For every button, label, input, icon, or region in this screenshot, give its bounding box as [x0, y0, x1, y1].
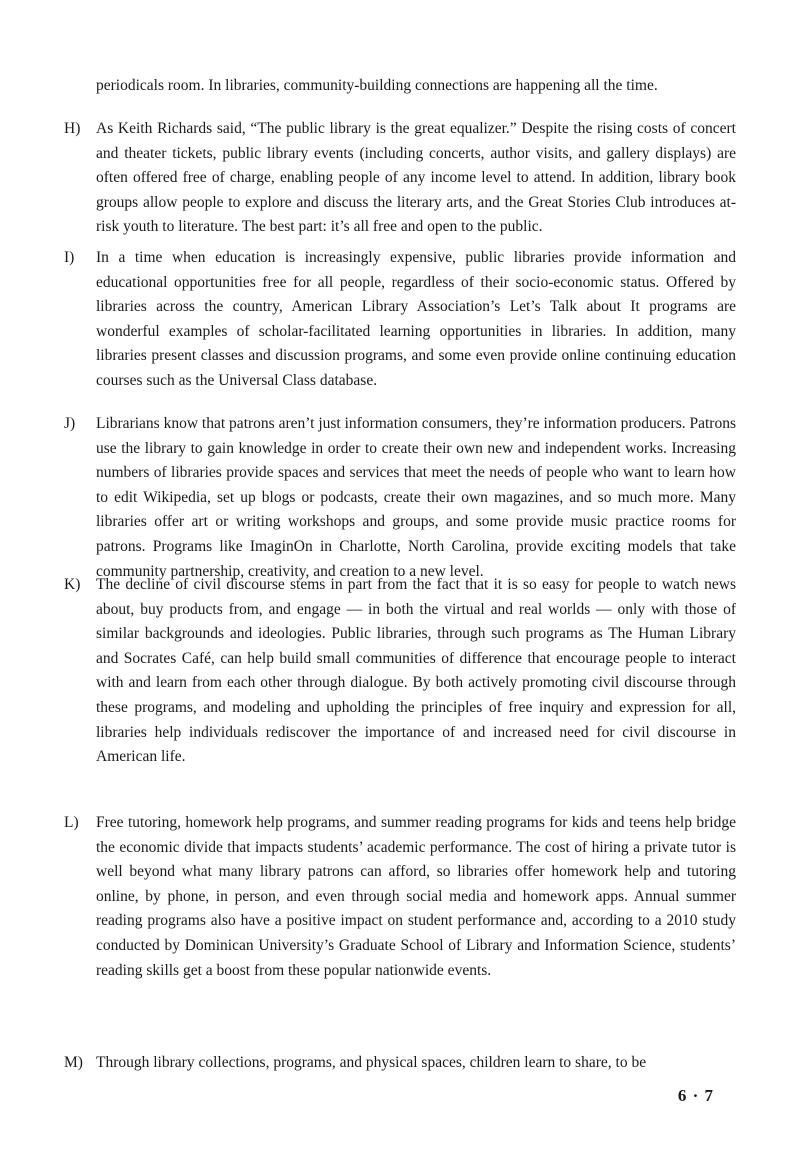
paragraph-letter: M)	[64, 1054, 83, 1071]
paragraph-j	[64, 412, 736, 584]
paragraph-letter: L)	[64, 814, 79, 831]
paragraph-m	[64, 1051, 736, 1076]
paragraph-letter: J)	[64, 415, 76, 432]
paragraph-text: Librarians know that patrons aren’t just information consumers, they’re information producers. Patrons use the library to gain knowledge in order to create their own new and independent works. Increasing numbers of libraries provide spaces and services that meet the needs of people who want to learn how to edit Wikipedia, set up blogs or podcasts, create their own magazines, and so much more. Many libraries offer art or writing workshops and groups, and some provide music practice rooms for patrons. Programs like ImaginOn in Charlotte, North Carolina, provide exciting models that take community partnership, creativity, and creation to a new level.	[96, 415, 736, 580]
paragraph-letter: I)	[64, 249, 75, 266]
paragraph-i	[64, 246, 736, 394]
paragraph-text: As Keith Richards said, “The public library is the great equalizer.” Despite the rising costs of concert and theater tickets, public library events (including concerts, author visits, and gallery displays) are often offered free of charge, enabling people of any income level to attend. In addition, library book groups allow people to explore and discuss the literary arts, and the Great Stories Club introduces at-risk youth to literature. The best part: it’s all free and open to the public.	[96, 120, 736, 236]
paragraph-text: The decline of civil discourse stems in part from the fact that it is so easy for people to watch news about, buy products from, and engage — in both the virtual and real worlds — only with those of similar backgrounds and ideologies. Public libraries, through such programs as The Human Library and Socrates Café, can help build small communities of difference that encourage people to interact with and learn from each other through dialogue. By both actively promoting civil discourse through these programs, and modeling and upholding the principles of free inquiry and expression for all, libraries help individuals rediscover the importance of and increased need for civil discourse in American life.	[96, 576, 736, 766]
continuation-text: periodicals room. In libraries, community-building connections are happening all the time.	[96, 77, 658, 94]
paragraph-letter: K)	[64, 576, 81, 593]
paragraph-text: In a time when education is increasingly expensive, public libraries provide information and educational opportunities free for all people, regardless of their socio-economic status. Offered by libraries across the country, American Library Association’s Let’s Talk about It programs are wonderful examples of scholar-facilitated learning opportunities in libraries. In addition, many libraries present classes and discussion programs, and some even provide online continuing education courses such as the Universal Class database.	[96, 249, 736, 389]
paragraph-letter: H)	[64, 120, 81, 137]
paragraph-l	[64, 811, 736, 983]
paragraph-h	[64, 117, 736, 240]
paragraph-k	[64, 573, 736, 770]
paragraph-text: Through library collections, programs, and physical spaces, children learn to share, to be	[96, 1054, 647, 1071]
page-number: 6 · 7	[677, 1086, 714, 1105]
paragraph-text: Free tutoring, homework help programs, and summer reading programs for kids and teens help bridge the economic divide that impacts students’ academic performance. The cost of hiring a private tutor is well beyond what many library patrons can afford, so libraries offer homework help and tutoring online, by phone, in person, and even through social media and homework apps. Annual summer reading programs also have a positive impact on student performance and, according to a 2010 study conducted by Dominican University’s Graduate School of Library and Information Science, students’ reading skills get a boost from these popular nationwide events.	[96, 814, 736, 979]
